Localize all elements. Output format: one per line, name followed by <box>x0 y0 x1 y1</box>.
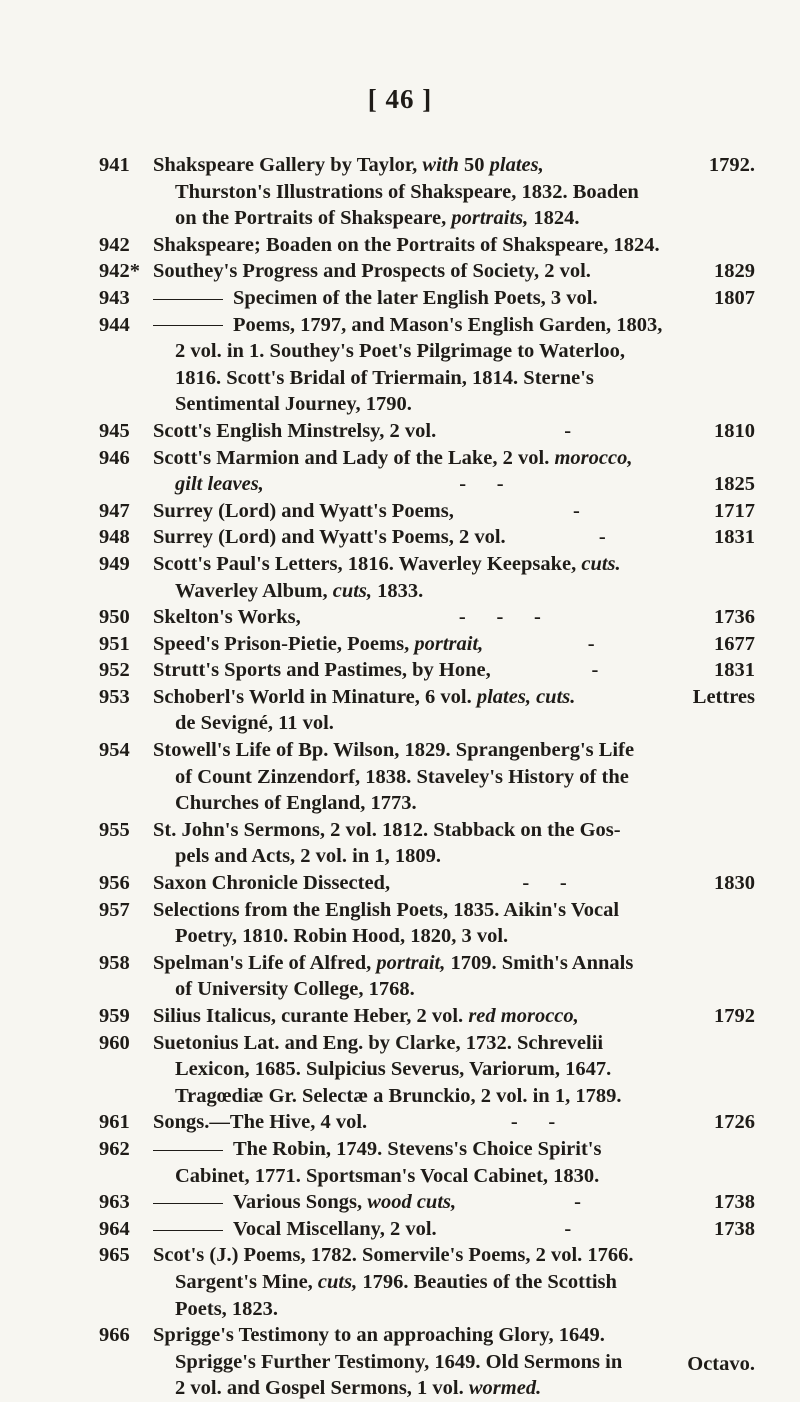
entry-date: 1810 <box>714 419 755 442</box>
leader-dashes: - <box>574 1191 581 1214</box>
entry-line <box>153 1109 755 1136</box>
entry-line: Selections from the English Poets, 1835. Aikin's Vocal <box>153 898 620 921</box>
catalogue-entry <box>99 950 755 1003</box>
lot-number: 946 <box>99 446 130 469</box>
entry-line: 2 vol. in 1. Southey's Poet's Pilgrimage to Waterloo, <box>175 340 626 363</box>
entry-line <box>153 445 755 472</box>
entry-text: Scott's English Minstrelsy, 2 vol. <box>153 419 437 442</box>
entry-text: Southey's Progress and Prospects of Society, 2 vol. <box>153 260 591 283</box>
entry-text: Shakspeare Gallery by Taylor, <box>153 154 418 176</box>
entry-line: Shakspeare; Boaden on the Portraits of Shakspeare, 1824. <box>153 233 660 256</box>
entry-text: Waverley Album, <box>175 579 328 602</box>
entry-text: Spelman's Life of Alfred, <box>153 951 372 974</box>
entry-date: 1726 <box>714 1111 755 1134</box>
entry-date: 1738 <box>714 1217 755 1240</box>
lot-number: 942 <box>99 233 130 256</box>
entry-date: 1792. <box>708 154 755 176</box>
lot-number: 957 <box>99 898 130 921</box>
catalogue-entry <box>99 524 755 551</box>
entry-line <box>153 1269 755 1296</box>
entry-line <box>153 258 755 285</box>
entry-line <box>153 604 755 631</box>
lot-number: 945 <box>99 419 130 442</box>
entry-text: Schoberl's World in Minature, 6 vol. <box>153 685 472 708</box>
lot-number: 966 <box>99 1324 130 1347</box>
lot-number: 949 <box>99 552 130 575</box>
catalogue-entry <box>99 312 755 418</box>
lot-number: 959 <box>99 1005 130 1027</box>
leader-dashes: - <box>564 419 572 442</box>
entry-text: Silius Italicus, curante Heber, 2 vol. <box>153 1005 464 1027</box>
catalogue-entry <box>99 684 755 737</box>
lot-number: 958 <box>99 951 130 974</box>
catalogue-entry <box>99 285 755 312</box>
entry-line <box>153 471 755 498</box>
entry-line: 1816. Scott's Bridal of Triermain, 1814. Sterne's <box>175 366 594 389</box>
catchword-footer: Octavo. <box>687 1353 755 1375</box>
entry-text: Skelton's Works, <box>153 606 301 629</box>
leader-dashes: - - <box>459 473 504 496</box>
lot-number: 942* <box>99 260 140 283</box>
entry-line <box>153 1003 755 1030</box>
lot-number: 965 <box>99 1244 130 1267</box>
catalogue-entry <box>99 232 755 259</box>
entry-line: Lexicon, 1685. Sulpicius Severus, Variorum, 1647. <box>175 1058 612 1081</box>
entry-italic: with <box>422 154 459 176</box>
catalogue-entry <box>99 498 755 525</box>
entry-italic: portraits, <box>451 207 529 230</box>
lot-number: 954 <box>99 739 130 762</box>
entry-line: St. John's Sermons, 2 vol. 1812. Stabback on the Gos- <box>153 818 621 841</box>
ditto-dash <box>153 1150 223 1151</box>
entry-line: of Count Zinzendorf, 1838. Staveley's History of the <box>175 765 629 788</box>
lot-number: 955 <box>99 818 130 841</box>
lot-number: 960 <box>99 1031 130 1054</box>
entry-line <box>153 498 755 525</box>
entry-date: 1677 <box>714 632 755 655</box>
catalogue-entries <box>99 152 755 1402</box>
entry-text: Scott's Marmion and Lady of the Lake, 2 vol. <box>153 446 550 469</box>
entry-line <box>153 1216 755 1243</box>
entry-date: 1825 <box>714 473 755 496</box>
entry-date: 1831 <box>714 659 755 682</box>
lot-number: 944 <box>99 313 130 336</box>
lot-number: 951 <box>99 632 130 655</box>
entry-line <box>153 285 755 312</box>
entry-line <box>153 418 755 445</box>
leader-dashes: - <box>587 632 595 655</box>
leader-dashes: - - <box>510 1111 556 1134</box>
entry-italic: cuts. <box>581 552 621 575</box>
lot-number: 956 <box>99 872 130 895</box>
entry-line <box>153 551 755 578</box>
entry-text: Saxon Chronicle Dissected, <box>153 872 391 895</box>
entry-text: 1824. <box>533 207 580 230</box>
entry-line <box>153 152 755 179</box>
ditto-dash <box>153 299 223 300</box>
entry-text: Speed's Prison-Pietie, Poems, <box>153 632 410 655</box>
entry-line: de Sevigné, 11 vol. <box>175 712 334 735</box>
leader-dashes: - <box>591 659 599 682</box>
entry-text: Scott's Paul's Letters, 1816. Waverley Keepsake, <box>153 552 577 575</box>
entry-text: Songs.—The Hive, 4 vol. <box>153 1111 368 1134</box>
entry-date: 1829 <box>714 260 755 283</box>
entry-line: Suetonius Lat. and Eng. by Clarke, 1732. Schrevelii <box>153 1031 604 1054</box>
entry-line: Sprigge's Further Testimony, 1649. Old Sermons in <box>175 1350 623 1373</box>
catalogue-entry <box>99 1003 755 1030</box>
entry-line <box>153 1136 755 1163</box>
entry-line: Tragœdiæ Gr. Selectæ a Brunckio, 2 vol. in 1, 1789. <box>175 1084 622 1107</box>
entry-line <box>153 870 755 897</box>
entry-italic: cuts, <box>317 1270 358 1293</box>
catalogue-entry <box>99 1136 755 1189</box>
ditto-dash <box>153 1203 223 1204</box>
catalogue-entry <box>99 1242 755 1322</box>
lot-number: 952 <box>99 659 130 682</box>
catalogue-entry <box>99 418 755 445</box>
entry-line <box>153 1189 755 1216</box>
entry-text: Lettres <box>692 685 755 708</box>
entry-line <box>153 657 755 684</box>
catalogue-entry <box>99 1216 755 1243</box>
entry-text: Specimen of the later English Poets, 3 vol. <box>233 286 598 309</box>
entry-italic: morocco, <box>554 446 633 469</box>
entry-date: 1831 <box>714 526 755 549</box>
catalogue-entry <box>99 152 755 232</box>
ditto-dash <box>153 325 223 326</box>
ditto-dash <box>153 1230 223 1231</box>
catalogue-entry <box>99 631 755 658</box>
entry-text: Surrey (Lord) and Wyatt's Poems, 2 vol. <box>153 526 506 549</box>
entry-text: The Robin, 1749. Stevens's Choice Spirit's <box>233 1137 602 1160</box>
lot-number: 953 <box>99 685 130 708</box>
entry-date: 1736 <box>714 606 755 629</box>
entry-date: 1717 <box>714 499 755 522</box>
entry-italic: cuts, <box>332 579 373 602</box>
entry-italic: gilt leaves, <box>175 473 264 496</box>
catalogue-entry <box>99 737 755 817</box>
entry-line: Churches of England, 1773. <box>175 792 417 815</box>
catalogue-entry <box>99 657 755 684</box>
entry-date: 1830 <box>714 872 755 895</box>
entry-line <box>153 631 755 658</box>
entry-text: Sargent's Mine, <box>175 1270 313 1293</box>
leader-dashes: - - <box>522 872 567 895</box>
leader-dashes: - - - <box>458 606 541 629</box>
entry-line <box>153 312 755 339</box>
entry-italic: portrait, <box>414 632 484 655</box>
catalogue-entry <box>99 1189 755 1216</box>
entry-line: Poetry, 1810. Robin Hood, 1820, 3 vol. <box>175 925 509 948</box>
lot-number: 948 <box>99 526 130 549</box>
entry-line <box>153 684 755 711</box>
catalogue-entry <box>99 1030 755 1110</box>
entry-text: Various Songs, <box>233 1191 363 1214</box>
catalogue-entry <box>99 604 755 631</box>
entry-line <box>153 524 755 551</box>
lot-number: 963 <box>99 1191 130 1214</box>
entry-text: on the Portraits of Shakspeare, <box>175 207 447 230</box>
catalogue-entry <box>99 870 755 897</box>
entry-line: Poets, 1823. <box>175 1297 279 1320</box>
entry-text: 1833. <box>377 579 424 602</box>
catalogue-entry <box>99 897 755 950</box>
lot-number: 961 <box>99 1111 130 1134</box>
lot-number: 964 <box>99 1217 130 1240</box>
entry-line: pels and Acts, 2 vol. in 1, 1809. <box>175 845 441 868</box>
catalogue-entry <box>99 551 755 604</box>
catalogue-entry <box>99 1322 755 1402</box>
entry-text: 2 vol. and Gospel Sermons, 1 vol. <box>175 1377 464 1400</box>
catalogue-entry <box>99 817 755 870</box>
entry-text: 50 <box>464 154 485 176</box>
entry-italic: portrait, <box>376 951 446 974</box>
entry-line <box>153 578 755 605</box>
entry-date: 1792 <box>714 1005 755 1027</box>
page-number-header: [ 46 ] <box>367 84 433 114</box>
entry-text: Strutt's Sports and Pastimes, by Hone, <box>153 659 491 682</box>
lot-number: 943 <box>99 286 130 309</box>
entry-italic: wormed. <box>468 1377 542 1400</box>
entry-line <box>153 205 755 232</box>
entry-date: 1807 <box>714 286 755 309</box>
lot-number: 947 <box>99 499 130 522</box>
leader-dashes: - <box>573 499 580 522</box>
entry-text: 1796. Beauties of the Scottish <box>362 1270 617 1293</box>
entry-italic: plates, cuts. <box>476 685 576 708</box>
leader-dashes: - <box>598 526 606 549</box>
entry-line: Sentimental Journey, 1790. <box>175 393 412 416</box>
entry-italic: wood cuts, <box>367 1191 457 1214</box>
lot-number: 962 <box>99 1137 130 1160</box>
catalogue-entry <box>99 258 755 285</box>
lot-number: 941 <box>99 154 130 176</box>
lot-number: 950 <box>99 606 130 629</box>
entry-line <box>153 950 755 977</box>
entry-line: Thurston's Illustrations of Shakspeare, 1832. Boaden <box>175 180 639 203</box>
catalogue-entry <box>99 445 755 498</box>
entry-line: Cabinet, 1771. Sportsman's Vocal Cabinet, 1830. <box>175 1164 600 1187</box>
entry-line: Sprigge's Testimony to an approaching Glory, 1649. <box>153 1324 605 1347</box>
entry-line: of University College, 1768. <box>175 978 415 1001</box>
entry-date: 1738 <box>714 1191 755 1214</box>
entry-text: Vocal Miscellany, 2 vol. <box>233 1217 437 1240</box>
leader-dashes: - <box>564 1217 572 1240</box>
entry-italic: red morocco, <box>468 1005 579 1027</box>
entry-line: Stowell's Life of Bp. Wilson, 1829. Sprangenberg's Life <box>153 739 635 762</box>
entry-line: Scot's (J.) Poems, 1782. Somervile's Poems, 2 vol. 1766. <box>153 1244 634 1267</box>
catalogue-entry <box>99 1109 755 1136</box>
entry-text: Poems, 1797, and Mason's English Garden, 1803, <box>233 313 663 336</box>
entry-text: 1709. Smith's Annals <box>450 951 634 974</box>
entry-italic: plates, <box>489 154 544 176</box>
entry-text: Surrey (Lord) and Wyatt's Poems, <box>153 499 454 522</box>
